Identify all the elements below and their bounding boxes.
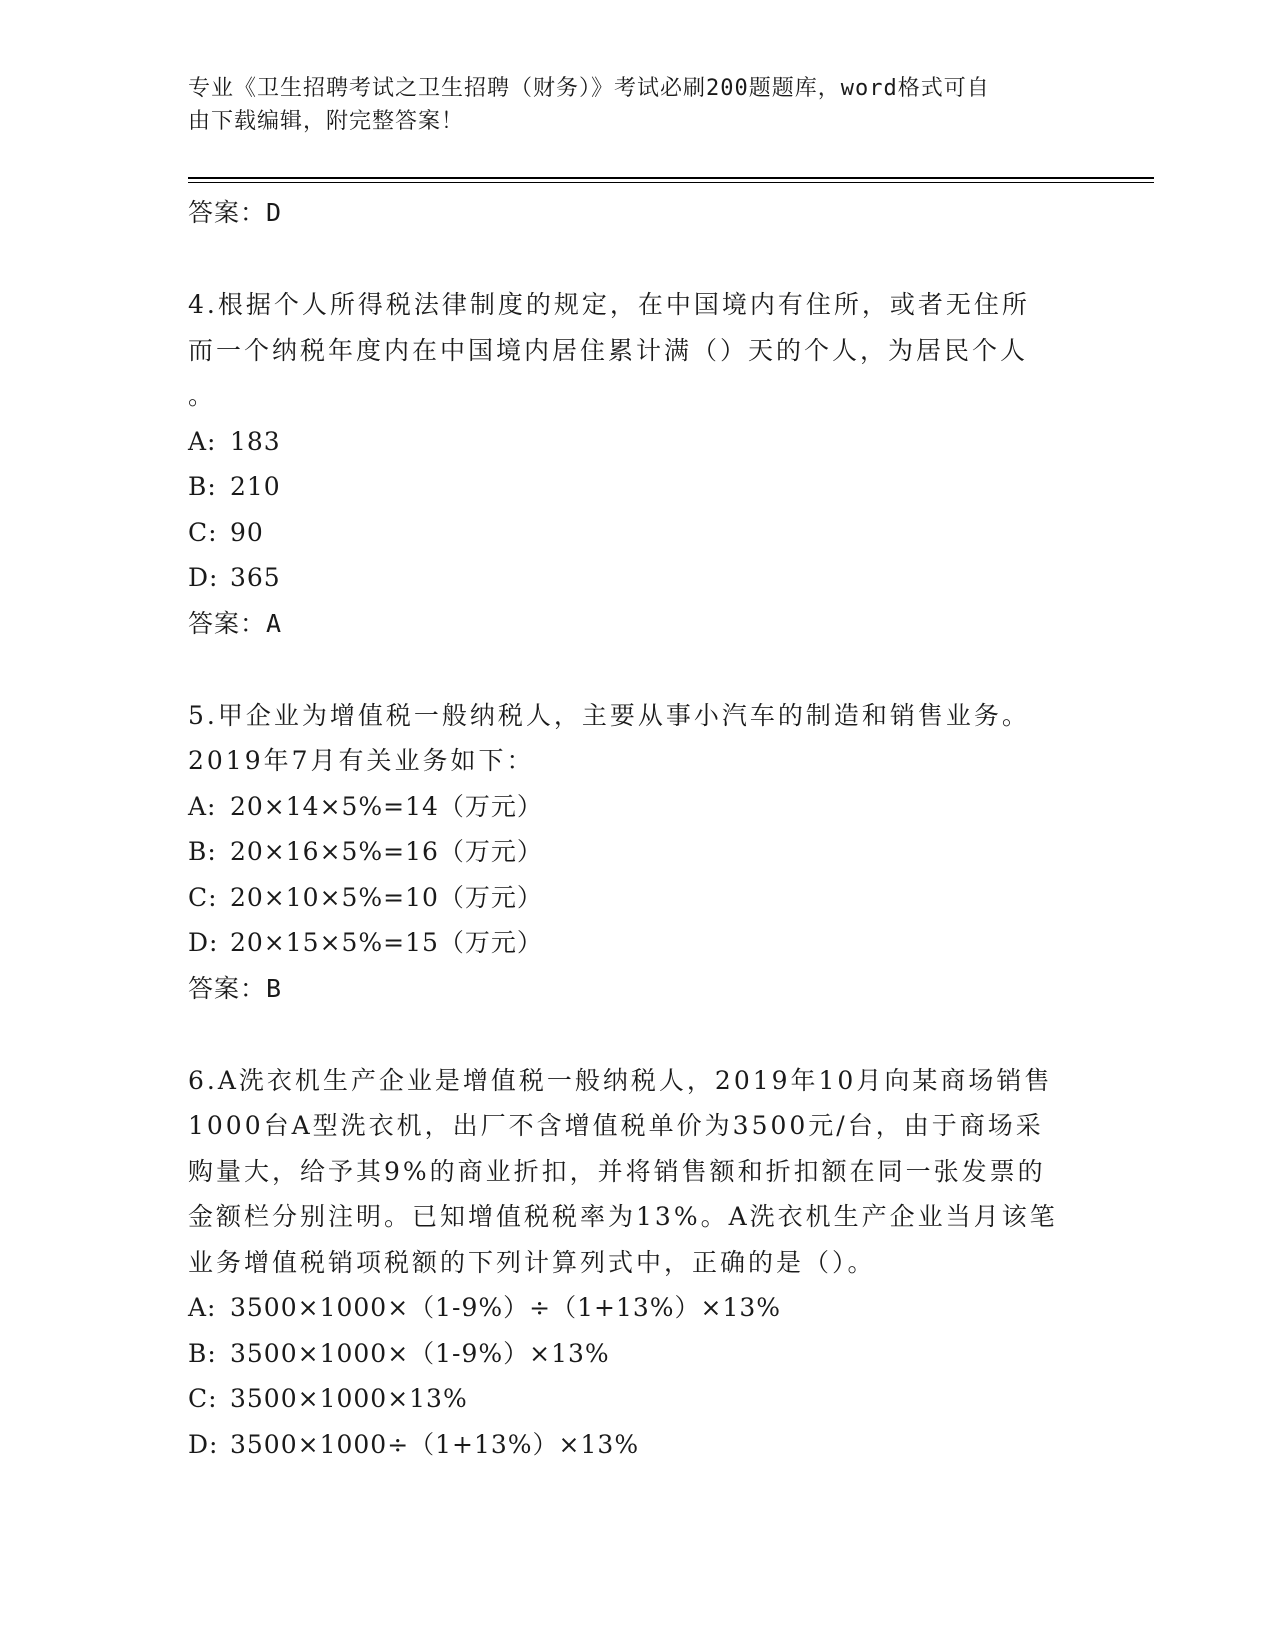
option-text: 365 [230, 563, 281, 592]
option-key: D: [188, 563, 219, 592]
option-text: 3500×1000×（1-9%）×13% [230, 1338, 610, 1368]
option-key: B: [188, 1338, 217, 1368]
question-4-option-a [188, 419, 1088, 465]
question-4-stem-line-3: 。 [188, 381, 217, 410]
spacer [188, 1012, 1088, 1058]
question-4-stem-line-1: 4.根据个人所得税法律制度的规定，在中国境内有住所，或者无住所 [188, 290, 1030, 319]
question-4 [188, 282, 1088, 647]
option-text: 3500×1000×（1-9%）÷（1+13%）×13% [230, 1293, 782, 1322]
question-5-option-d [188, 920, 1088, 966]
option-key: A: [188, 426, 217, 456]
question-5-option-a [188, 784, 1088, 830]
question-4-stem-line-2: 而一个纳税年度内在中国境内居住累计满（）天的个人，为居民个人 [188, 335, 1029, 365]
option-text: 20×10×5%=10（万元） [230, 882, 543, 912]
answer-q4: 答案：A [188, 608, 283, 638]
question-6-option-d [188, 1422, 1088, 1468]
question-4-option-d [188, 555, 1088, 601]
option-text: 183 [230, 426, 281, 456]
question-6 [188, 1058, 1088, 1468]
question-content [188, 190, 1088, 1467]
question-5-stem-line-2: 2019年7月有关业务如下： [188, 746, 535, 775]
spacer [188, 236, 1088, 282]
header-rule-thin [188, 182, 1154, 183]
question-4-option-c [188, 510, 1088, 556]
question-6-stem-line-4: 金额栏分别注明。已知增值税税率为13%。A洗衣机生产企业当月该笔 [188, 1202, 1058, 1231]
option-key: D: [188, 1429, 219, 1459]
option-text: 3500×1000÷（1+13%）×13% [230, 1429, 640, 1459]
question-5-stem-line-1: 5.甲企业为增值税一般纳税人，主要从事小汽车的制造和销售业务。 [188, 700, 1030, 730]
header-rule-thick [188, 177, 1154, 179]
option-text: 90 [230, 517, 264, 547]
option-key: C: [188, 882, 218, 912]
option-text: 20×15×5%=15（万元） [230, 928, 543, 957]
option-text: 20×16×5%=16（万元） [230, 837, 543, 866]
option-key: C: [188, 517, 218, 547]
question-5 [188, 693, 1088, 1012]
question-6-stem-line-3: 购量大，给予其9%的商业折扣，并将销售额和折扣额在同一张发票的 [188, 1156, 1046, 1186]
question-6-stem-line-5: 业务增值税销项税额的下列计算列式中，正确的是（）。 [188, 1247, 876, 1277]
question-6-option-b [188, 1331, 1088, 1377]
spacer [188, 647, 1088, 693]
question-5-option-b [188, 829, 1088, 875]
question-4-option-b [188, 464, 1088, 510]
option-key: B: [188, 837, 217, 866]
question-6-option-c [188, 1376, 1088, 1422]
page-header [188, 72, 1068, 138]
option-text: 3500×1000×13% [230, 1384, 468, 1413]
option-key: A: [188, 791, 217, 821]
question-6-stem-line-1: 6.A洗衣机生产企业是增值税一般纳税人，2019年10月向某商场销售 [188, 1065, 1053, 1095]
answer-q5: 答案：B [188, 973, 283, 1003]
question-6-stem-line-2: 1000台A型洗衣机，出厂不含增值税单价为3500元/台，由于商场采 [188, 1111, 1044, 1140]
option-key: B: [188, 472, 217, 501]
header-line-2: 由下载编辑，附完整答案！ [188, 109, 465, 134]
option-key: D: [188, 928, 219, 957]
option-key: C: [188, 1384, 218, 1413]
question-5-option-c [188, 875, 1088, 921]
option-key: A: [188, 1293, 217, 1322]
option-text: 210 [230, 472, 281, 501]
option-text: 20×14×5%=14（万元） [230, 791, 543, 821]
answer-q3: 答案：D [188, 198, 283, 227]
question-6-option-a [188, 1285, 1088, 1331]
header-line-1: 专业《卫生招聘考试之卫生招聘（财务）》考试必刷200题题库，word格式可自 [188, 76, 990, 101]
